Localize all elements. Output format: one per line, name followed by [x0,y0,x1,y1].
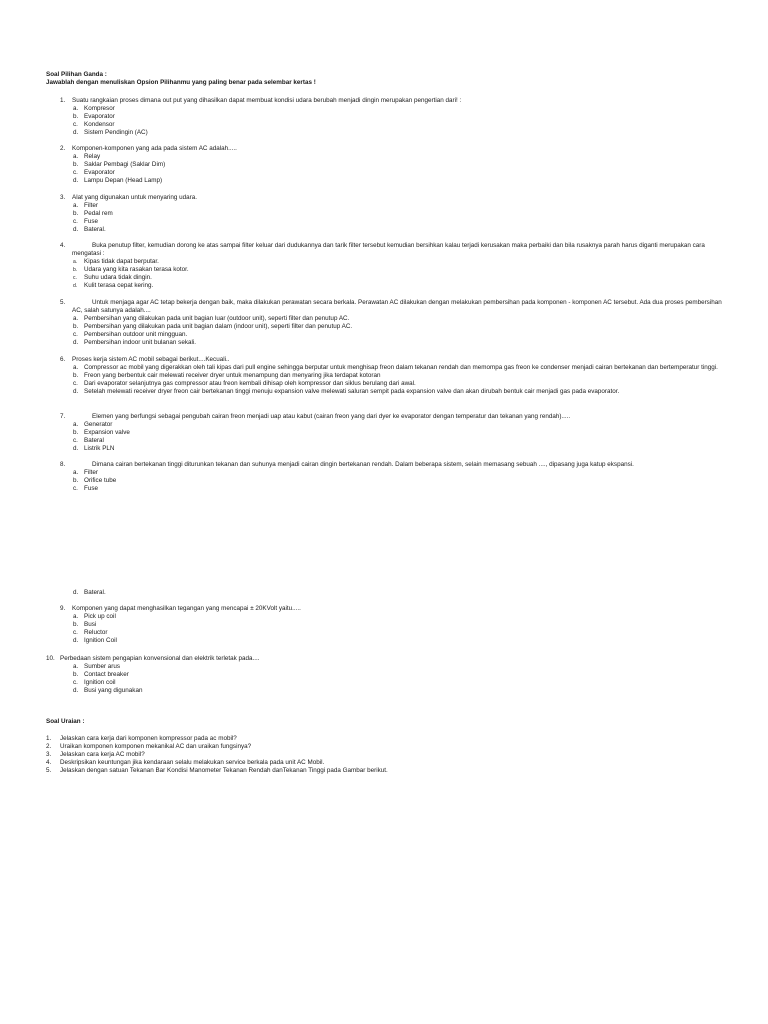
question-5 [46,299,726,347]
question-text: Komponen yang dapat menghasilkan tegangan yang mencapai ± 20KVolt yaitu..... [72,605,301,612]
option-a: a. Relay [73,153,101,160]
question-10 [46,655,726,695]
option-a: a. Generator [73,421,113,428]
option-b: b. Pedal rem [73,210,113,217]
option-a: a. Filter [73,469,98,476]
option-d: d. Listrik PLN [73,445,115,452]
option-a: a. Filter [73,202,98,209]
question-1 [46,97,726,137]
question-number: 1. [60,97,66,104]
option-d: d. Setelah melewati receiver dryer freon cair bertekanan tinggi menuju expansion valve melewati saluran sempit pada expansion valve dan akan dirubah bentuk cair menjadi gas pada evaporator. [73,388,620,395]
option-b: b. Orifice tube [73,477,117,484]
question-number: 6. [60,356,66,363]
question-7 [46,413,726,453]
question-text: Elemen yang berfungsi sebagai pengubah cairan freon menjadi uap atau kabut (cairan freon yang dari dyer ke evaporator dengan temperatur dan tekanan yang rendah)..... [92,413,571,420]
question-number: 8. [60,461,66,468]
option-c: c. Ignition coil [73,679,116,686]
option-a: a. Pick up coil [73,613,116,620]
essay-item-5: 5. Jelaskan dengan satuan Tekanan Bar Kondisi Manometer Tekanan Rendah danTekanan Tinggi pada Gambar berikut. [46,767,388,774]
question-number: 10. [46,655,55,662]
essay-item-3: 3. Jelaskan cara kerja AC mobil? [46,751,145,758]
option-d: d. Busi yang digunakan [73,687,143,694]
option-b: b. Saklar Pembagi (Saklar Dim) [73,161,166,168]
question-8 [46,461,726,493]
essay-item-4: 4. Deskripsikan keuntungan jika kendaraan selalu melakukan service berkala pada unit AC Mobil. [46,759,325,766]
option-d: d. Lampu Depan (Head Lamp) [73,177,163,184]
option-c: c. Dari evaporator selanjutnya gas compressor atau freon kembali dihisap oleh kompressor dan siklus berulang dari awal. [73,380,416,387]
option-c: c. Evaporator [73,169,115,176]
option-d: d. Kulit terasa cepat kering. [73,282,154,289]
question-text: Komponen-komponen yang ada pada sistem AC adalah..... [72,145,237,152]
option-b: b. Expansion valve [73,429,130,436]
option-a: a. Kipas tidak dapat berputar. [73,258,159,265]
essay-title: Soal Uraian : [46,718,85,725]
option-a: a. Sumber arus [73,663,121,670]
option-b: b. Freon yang berbentuk cair melewati receiver dryer untuk menampung dan menyaring jika terdapat kotoran [73,372,381,379]
option-c: c. Reluctor [73,629,108,636]
option-b: b. Udara yang kita rasakan terasa kotor. [73,266,189,273]
option-c: c. Pembersihan outdoor unit mingguan. [73,331,188,338]
essay-list [46,735,726,775]
question-text: Alat yang digunakan untuk menyaring udara. [72,194,197,201]
option-d: d. Pembersihan indoor unit bulanan sekali. [73,339,197,346]
option-d: d. Bateral. [73,226,106,233]
question-3 [46,194,726,234]
question-8-option-d [46,589,726,597]
option-b: b. Contact breaker [73,671,129,678]
option-c: c. Fuse [73,485,98,492]
question-text: Untuk menjaga agar AC tetap bekerja dengan baik, maka dilakukan perawatan secara berkala. Perawatan AC dilakukan dengan melakukan pembersihan pada komponen - komponen AC tersebut. Ada dua proses pembersihan AC, salah satunya adalah.... [72,299,722,314]
question-text: Suatu rangkaian proses dimana out put yang dihasilkan dapat membuat kondisi udara berubah menjadi dingin merupakan pengertian dari! : [72,97,462,104]
option-a: a. Compressor ac mobil yang digerakkan oleh tali kipas dari pull engine sehingga berputar untuk menghisap freon dalam tekanan rendah dan memompa gas freon ke condenser menjadi cairan bertekanan dan bertemperatur tinggi. [73,364,718,371]
question-number: 3. [60,194,66,201]
question-text: Buka penutup filter, kemudian dorong ke atas sampai filter keluar dari dudukannya dan tarik filter tersebut kemudian bersihkan kalau terjadi kerusakan maka perbaiki dan bila rusaknya parah harus diganti merupakan cara mengatasi : [72,242,705,257]
option-d: d. Bateral. [73,589,106,596]
question-9 [46,605,726,645]
question-text: Proses kerja sistem AC mobil sebagai berikut....Kecuali.. [72,356,230,363]
option-a: a. Kompresor [73,105,115,112]
question-number: 7. [60,413,66,420]
option-b: b. Evaporator [73,113,115,120]
option-c: c. Suhu udara tidak dingin. [73,274,152,281]
section-header [46,71,316,87]
essay-item-2: 2. Uraikan komponen komponen mekanikal AC dan uraikan fungsinya? [46,743,252,750]
option-c: c. Bateral [73,437,104,444]
option-d: d. Ignition Coil [73,637,117,644]
essay-item-1: 1. Jelaskan cara kerja dari komponen kompressor pada ac mobil? [46,735,237,742]
question-number: 2. [60,145,66,152]
question-text: Dimana cairan bertekanan tinggi diturunkan tekanan dan suhunya menjadi cairan dingin bertekanan rendah. Dalam beberapa sistem, selain memasang sebuah ...., dipasang juga katup ekspansi. [92,461,634,468]
option-a: a. Pembersihan yang dilakukan pada unit bagian luar (outdoor unit), seperti filter dan penutup AC. [73,315,350,322]
option-c: c. Fuse [73,218,98,225]
question-6 [46,356,726,396]
question-2 [46,145,726,185]
multiple-choice-title: Soal Pilihan Ganda : [46,71,107,78]
question-number: 5. [60,299,66,306]
option-b: b. Pembersihan yang dilakukan pada unit bagian dalam (indoor unit), seperti filter dan penutup AC. [73,323,353,330]
question-4 [46,242,726,290]
option-b: b. Busi [73,621,97,628]
question-number: 4. [60,242,66,249]
multiple-choice-instruction: Jawablah dengan menuliskan Opsion Pilihanmu yang paling benar pada selembar kertas ! [46,79,316,86]
option-d: d. Sistem Pendingin (AC) [73,129,148,136]
option-c: c. Kondensor [73,121,115,128]
question-text: Perbedaan sistem pengapian konvensional dan elektrik terletak pada.... [60,655,260,662]
question-number: 9. [60,605,66,612]
